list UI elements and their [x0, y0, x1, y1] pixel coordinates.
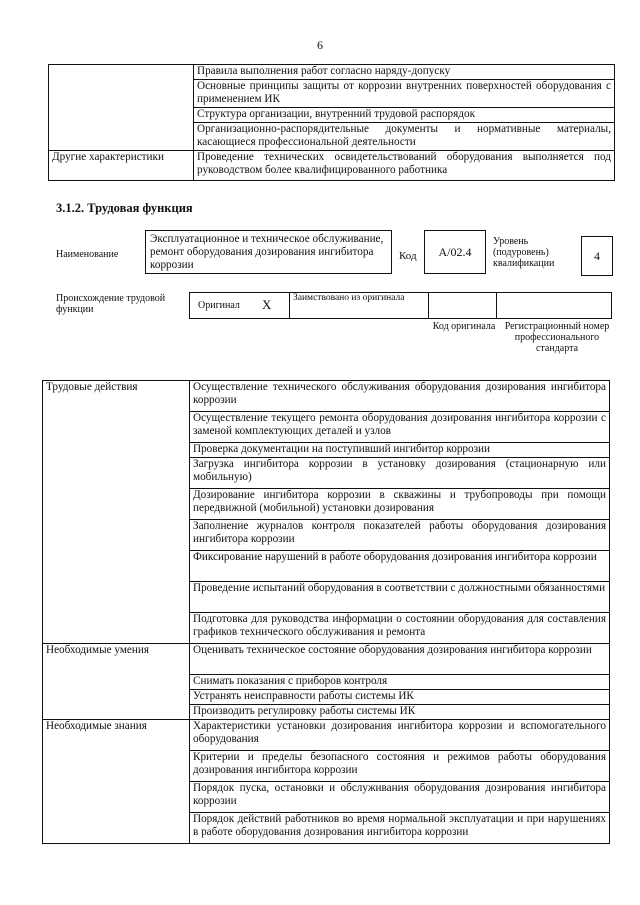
- table-cell: Заполнение журналов контроля показателей работы оборудования дозирования ингибитора коррозии: [190, 520, 610, 551]
- table-cell: Производить регулировку работы системы ИК: [190, 705, 610, 720]
- reg-number-caption: Регистрационный номер профессионального стандарта: [504, 321, 610, 354]
- origin-table: [189, 292, 612, 319]
- original-label: Оригинал: [198, 300, 240, 311]
- table-cell: Порядок пуска, остановки и обслуживания оборудования дозирования ингибитора коррозии: [190, 782, 610, 813]
- table-cell: Критерии и пределы безопасного состояния и режимов работы оборудования дозирования ингибитора коррозии: [190, 751, 610, 782]
- table-cell: Организационно-распорядительные документы и нормативные материалы, касающиеся профессиональной деятельности: [194, 123, 615, 151]
- table-cell: Проведение технических освидетельствований оборудования выполняется под руководством более квалифицированного работника: [194, 151, 615, 181]
- table-cell: Загрузка ингибитора коррозии в установку дозирования (стационарную или мобильную): [190, 458, 610, 489]
- level-label: Уровень (подуровень) квалификации: [493, 236, 555, 269]
- reg-number-cell: [497, 293, 611, 318]
- table-cell: Основные принципы защиты от коррозии внутренних поверхностей оборудования с применением ИК: [194, 80, 615, 108]
- table-cell: Правила выполнения работ согласно наряду-допуску: [194, 65, 615, 80]
- table-cell: Дозирование ингибитора коррозии в скважины и трубопроводы при помощи передвижной (мобильной) установки дозирования: [190, 489, 610, 520]
- table-cell: Проведение испытаний оборудования в соответствии с должностными обязанностями: [190, 582, 610, 613]
- top-table: [48, 64, 615, 181]
- table-cell: Устранять неисправности работы системы ИК: [190, 690, 610, 705]
- table-cell: Проверка документации на поступивший ингибитор коррозии: [190, 443, 610, 458]
- table-cell: Осуществление текущего ремонта оборудования дозирования ингибитора коррозии с заменой комплектующих деталей и узлов: [190, 412, 610, 443]
- group-label-actions: Трудовые действия: [43, 381, 190, 644]
- code-original-caption: Код оригинала: [432, 321, 496, 332]
- table-label-cell: Другие характеристики: [49, 151, 194, 181]
- borrowed-cell: Заимствовано из оригинала: [290, 293, 429, 318]
- original-cell: [190, 293, 290, 318]
- table-cell: Структура организации, внутренний трудовой распорядок: [194, 108, 615, 123]
- page-number: 6: [317, 38, 323, 52]
- table-cell: Оценивать техническое состояние оборудования дозирования ингибитора коррозии: [190, 644, 610, 675]
- code-label: Код: [399, 250, 417, 262]
- function-code-box: А/02.4: [424, 230, 486, 274]
- table-cell: Осуществление технического обслуживания оборудования дозирования ингибитора коррозии: [190, 381, 610, 412]
- group-label-skills: Необходимые умения: [43, 644, 190, 720]
- function-name-box: Эксплуатационное и техническое обслуживание, ремонт оборудования дозирования ингибитора коррозии: [145, 230, 392, 274]
- table-cell: Фиксирование нарушений в работе оборудования дозирования ингибитора коррозии: [190, 551, 610, 582]
- main-table: [42, 380, 610, 844]
- group-label-knowledge: Необходимые знания: [43, 720, 190, 844]
- table-cell: Порядок действий работников во время нормальной эксплуатации и при нарушениях в работе оборудования дозирования ингибитора коррозии: [190, 813, 610, 844]
- origin-label: Происхождение трудовой функции: [56, 293, 166, 315]
- name-label: Наименование: [56, 249, 119, 260]
- table-cell: Снимать показания с приборов контроля: [190, 675, 610, 690]
- section-title: 3.1.2. Трудовая функция: [56, 201, 193, 215]
- table-cell: Характеристики установки дозирования ингибитора коррозии и вспомогательного оборудования: [190, 720, 610, 751]
- code-original-cell: [429, 293, 497, 318]
- table-cell: Подготовка для руководства информации о состоянии оборудования для составления графиков технического обслуживания и ремонта: [190, 613, 610, 644]
- original-mark: X: [262, 297, 272, 312]
- level-box: 4: [581, 236, 613, 276]
- table-label-cell: [49, 65, 194, 151]
